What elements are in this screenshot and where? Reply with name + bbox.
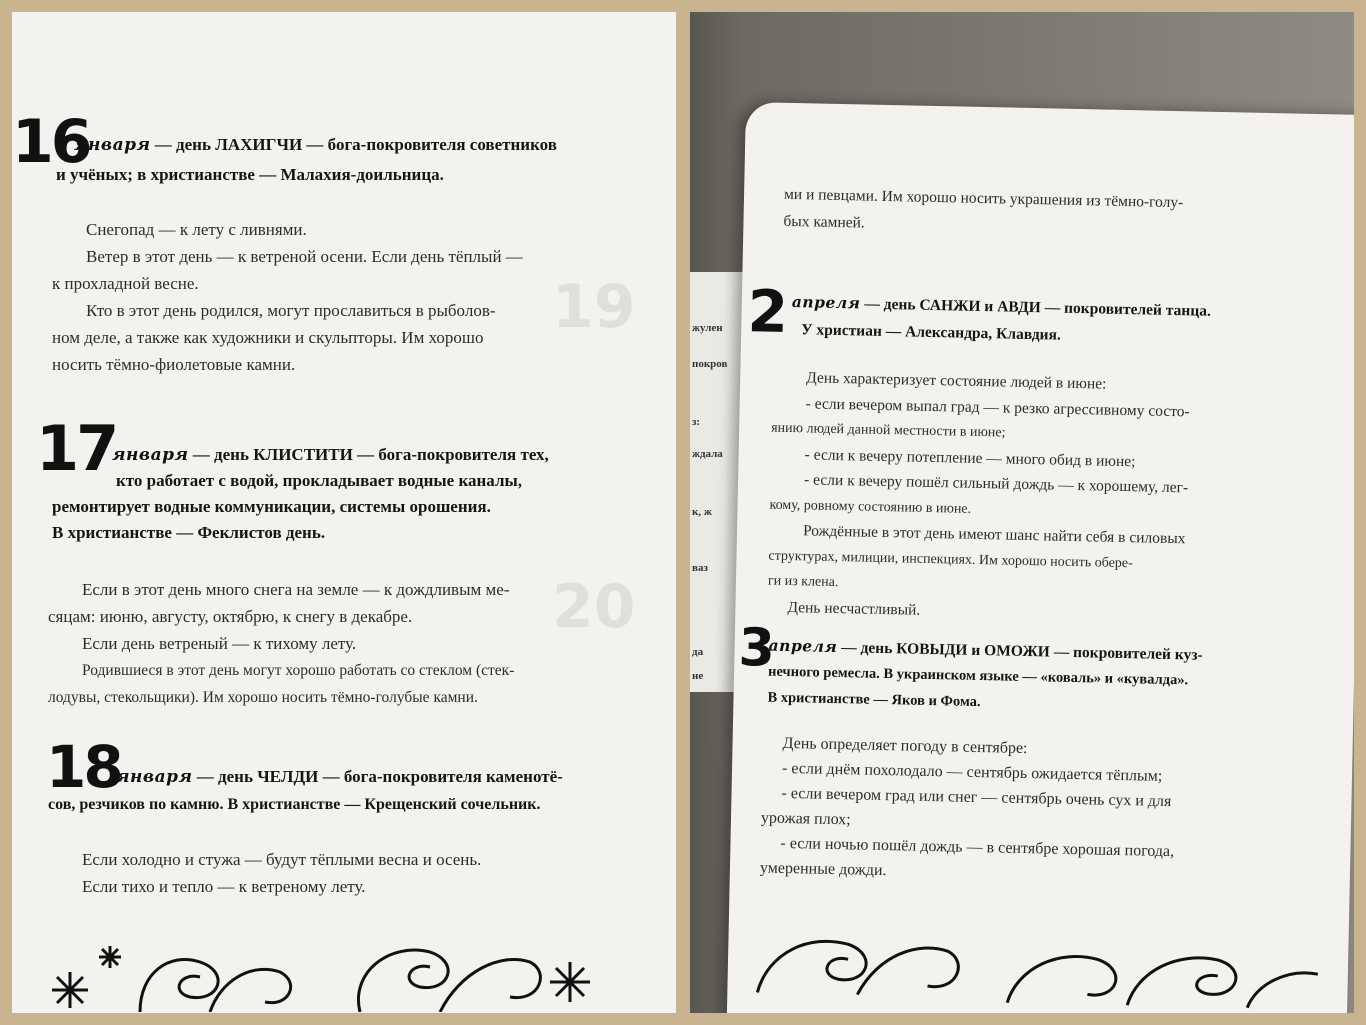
heading-line: У христиан — Александра, Клавдия. — [801, 321, 1062, 344]
text-line: бых камней. — [783, 212, 865, 232]
text-line: лодувы, стекольщики). Им хорошо носить тёмно-голубые камни. — [48, 689, 478, 706]
month-label: апреля — [768, 635, 838, 657]
heading-text: — день ЧЕЛДИ — бога-покровителя каменотё- — [192, 767, 563, 786]
day-number: 2 — [746, 277, 786, 346]
edge-fragment: ваз — [692, 562, 708, 574]
text-line: сяцам: июню, августу, октябрю, к снегу в декабре. — [48, 607, 413, 626]
entry-body — [48, 846, 618, 900]
text-line: Снегопад — к лету с ливнями. — [86, 220, 307, 239]
left-photo — [12, 12, 676, 1013]
day-number: 16 — [12, 107, 90, 177]
right-photo — [690, 12, 1354, 1013]
heading-line: кто работает с водой, прокладывает водные каналы, — [116, 471, 523, 490]
text-line: Если тихо и тепло — к ветреному лету. — [82, 877, 366, 896]
text-line: янию людей данной местности в июне; — [771, 420, 1006, 441]
decorative-ornament — [747, 922, 1329, 1013]
text-line: Рождённые в этот день имеют шанс найти себя в силовых — [802, 522, 1186, 548]
heading-text: — день КЛИСТИТИ — бога-покровителя тех, — [188, 445, 549, 464]
entry-heading — [112, 442, 672, 468]
left-book-page — [12, 12, 676, 1013]
edge-fragment: жулен — [692, 322, 723, 334]
snowflake-icon — [52, 972, 88, 1008]
day-number: 3 — [737, 617, 773, 679]
heading-text: — день ЛАХИГЧИ — бога-покровителя советников — [150, 135, 557, 154]
entry-heading — [116, 764, 676, 790]
entry-body — [767, 365, 1332, 632]
heading-line: В христианстве — Яков и Фома. — [767, 689, 981, 711]
text-line: Если холодно и стужа — будут тёплыми весна и осень. — [82, 850, 482, 869]
text-line: - если ночью пошёл дождь — в сентябре хорошая погода, — [780, 834, 1175, 861]
heading-line: ремонтирует водные коммуникации, системы орошения. — [52, 497, 491, 516]
text-line: носить тёмно-фиолетовые камни. — [52, 355, 296, 374]
bleed-through-number: 19 — [552, 272, 636, 342]
entry-heading — [74, 132, 674, 158]
day-number: 17 — [36, 412, 117, 485]
snowflake-icon — [99, 946, 121, 968]
text-line: День несчастливый. — [787, 598, 921, 619]
heading-text: — день КОВЫДИ и ОМОЖИ — покровителей куз- — [837, 639, 1203, 664]
text-line: ми и певцами. Им хорошо носить украшения из тёмно-голу- — [783, 185, 1184, 212]
entry-body — [760, 730, 1323, 892]
heading-text: — день САНЖИ и АВДИ — покровителей танца. — [860, 295, 1212, 320]
edge-fragment: покров — [692, 358, 728, 370]
right-book-page — [727, 102, 1354, 1013]
continued-text — [783, 181, 1324, 246]
text-line: Кто в этот день родился, могут прославиться в рыболов- — [86, 301, 496, 320]
heading-line: В христианстве — Феклистов день. — [52, 523, 326, 542]
heading-line: сов, резчиков по камню. В христианстве — Крещенский сочельник. — [48, 796, 541, 813]
entry-body — [48, 576, 618, 711]
edge-fragment: з: — [692, 416, 701, 428]
text-line: День определяет погоду в сентябре: — [782, 734, 1028, 758]
text-line: Если в этот день много снега на земле — к дождливым ме- — [82, 580, 510, 599]
text-line: Ветер в этот день — к ветреной осени. Если день тёплый — — [86, 247, 523, 266]
month-label: апреля — [791, 292, 861, 313]
text-line: к прохладной весне. — [52, 274, 199, 293]
text-line: - если к вечеру пошёл сильный дождь — к хорошему, лег- — [803, 471, 1189, 497]
bleed-through-number: 20 — [552, 572, 636, 642]
entry-body — [52, 216, 612, 378]
text-line: ги из клена. — [767, 573, 839, 591]
day-number: 18 — [46, 733, 121, 801]
edge-fragment: не — [692, 670, 704, 682]
month-label: января — [116, 767, 193, 787]
month-label: января — [74, 135, 151, 155]
snowflake-icon — [550, 962, 590, 1002]
text-line: умеренные дожди. — [759, 859, 887, 880]
edge-fragment: да — [692, 646, 704, 658]
text-line: кому, ровному состоянию в июне. — [769, 497, 972, 517]
edge-fragment: к, ж — [692, 506, 712, 518]
text-line: - если к вечеру потепление — много обид в июне; — [804, 445, 1136, 470]
text-line: Родившиеся в этот день могут хорошо работать со стеклом (стек- — [82, 662, 515, 679]
text-line: - если днём похолодало — сентябрь ожидается тёплым; — [781, 759, 1163, 785]
text-line: - если вечером град или снег — сентябрь очень сух и для — [781, 784, 1172, 811]
text-line: урожая плох; — [760, 809, 851, 829]
text-line: - если вечером выпал град — к резко агрессивному состо- — [805, 394, 1190, 420]
decorative-ornament — [40, 932, 640, 1012]
month-label: января — [112, 445, 189, 465]
text-line: Если день ветреный — к тихому лету. — [82, 634, 357, 653]
text-line: День характеризует состояние людей в июне: — [806, 369, 1107, 393]
heading-line: нечного ремесла. В украинском языке — «коваль» и «кувалда». — [767, 663, 1189, 689]
text-line: ном деле, а также как художники и скульпторы. Им хорошо — [52, 328, 484, 347]
edge-fragment: ждала — [692, 448, 723, 460]
heading-line: и учёных; в христианстве — Малахия-доильница. — [56, 165, 444, 184]
text-line: структурах, милиции, инспекциях. Им хорошо носить обере- — [768, 548, 1133, 571]
